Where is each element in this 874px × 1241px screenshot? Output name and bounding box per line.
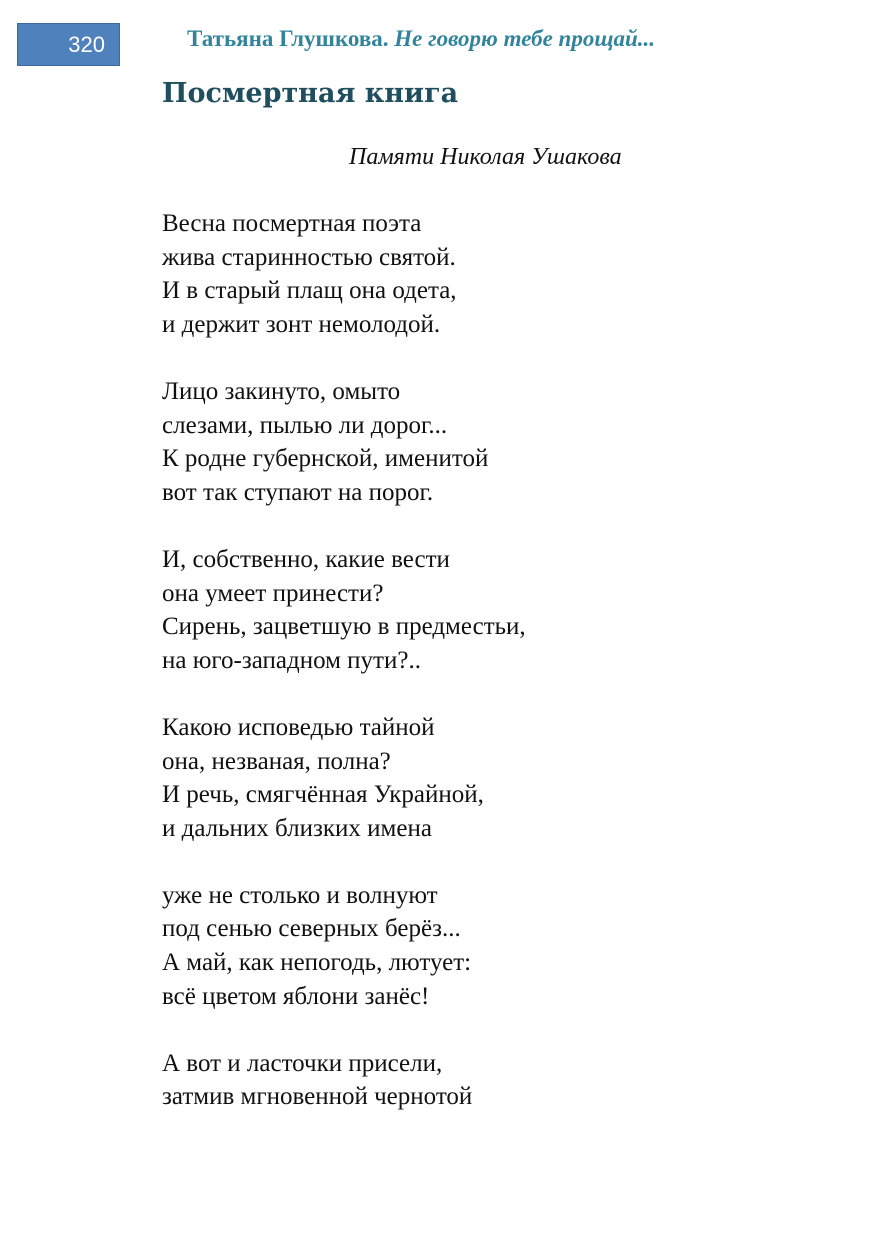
poem-line: всё цветом яблони занёс! [162,982,430,1010]
poem-line: под сенью северных берёз... [162,915,461,943]
poem-line: К родне губернской, именитой [162,445,489,473]
poem-line: И, собственно, какие вести [162,545,450,573]
poem-line: слезами, пылью ли дорог... [162,411,448,439]
running-header [187,24,655,54]
poem-line: она умеет принести? [162,579,384,607]
stanza [162,543,526,677]
poem-line: И речь, смягчённая Украйной, [162,781,484,809]
page-number-box [17,23,120,66]
poem-line: Какою исповедью тайной [162,713,435,741]
poem-line: и держит зонт немолодой. [162,310,441,338]
poem-dedication: Памяти Николая Ушакова [349,144,622,170]
poem-line: она, незваная, полна? [162,747,391,775]
poem-line: Весна посмертная поэта [162,210,422,237]
stanza [162,879,526,1013]
page-number: 320 [68,32,105,57]
poem-line: на юго-западном пути?.. [162,646,421,674]
poem-line: И в старый плащ она одета, [162,277,457,305]
stanza [162,1047,526,1114]
poem-line: затмив мгновенной чернотой [162,1083,473,1111]
poem-line: Лицо закинуто, омыто [162,377,401,405]
stanza [162,375,526,509]
header-book-title: Не говорю тебе прощай... [394,26,656,51]
poem-line: жива старинностью святой. [162,243,456,271]
header-author: Татьяна Глушкова. [187,26,389,51]
poem-line: уже не столько и волнуют [162,881,438,909]
poem-line: А май, как непогодь, лютует: [162,949,472,977]
poem-body [162,207,526,1148]
poem-line: А вот и ласточки присели, [162,1049,443,1077]
poem-line: Сирень, зацветшую в предместьи, [162,613,526,641]
stanza [162,711,526,845]
poem-line: вот так ступают на порог. [162,478,434,506]
poem-title: Посмертная книга [162,78,459,109]
stanza [162,207,526,341]
poem-line: и дальних близких имена [162,814,432,842]
